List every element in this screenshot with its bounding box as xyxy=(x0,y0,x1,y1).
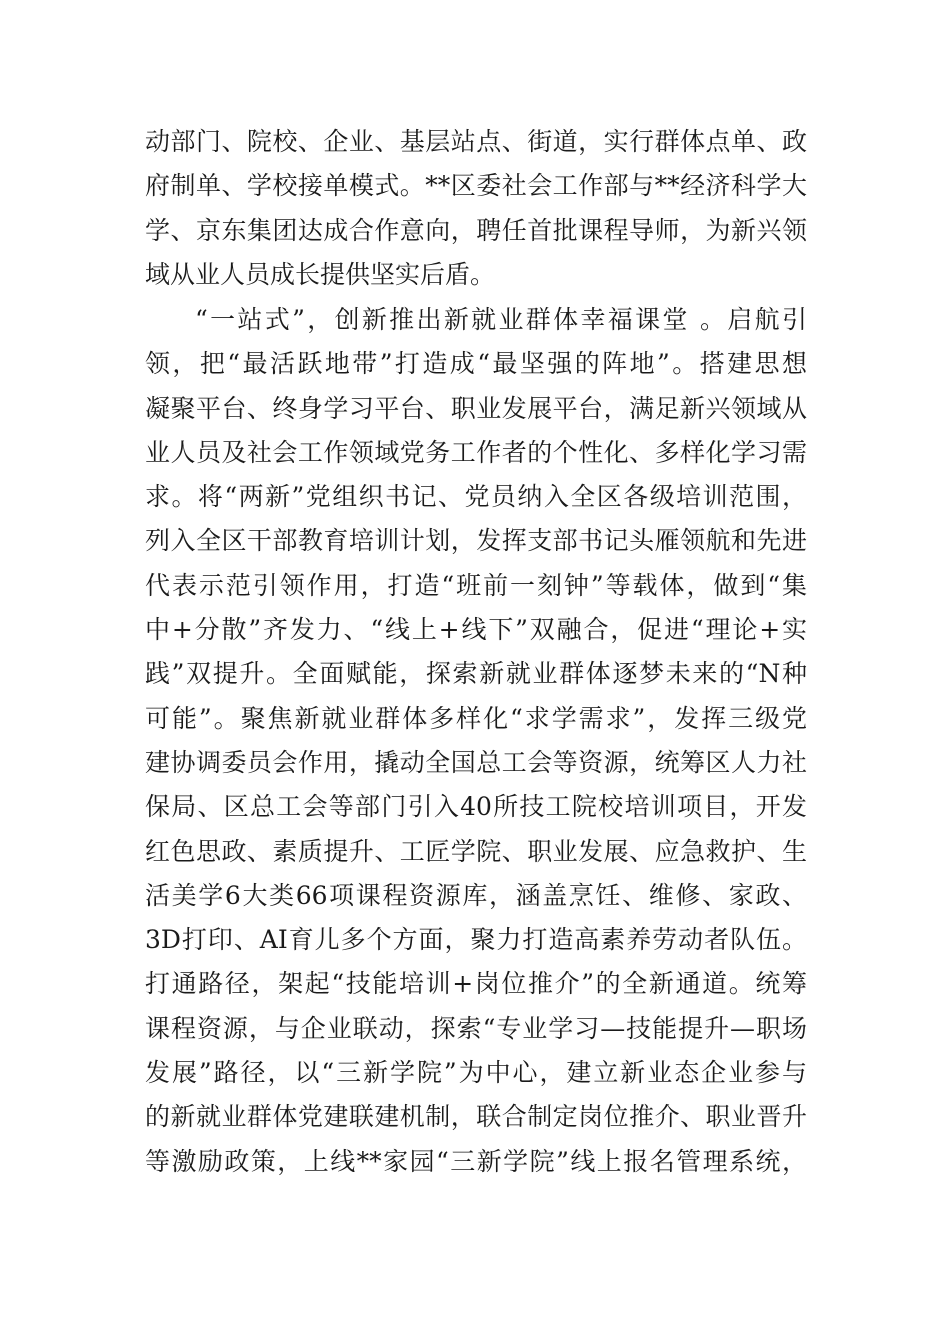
paragraph-line: 中+分散”齐发力、“线上+线下”双融合，促进“理论+实 xyxy=(145,615,807,645)
paragraph-line: 3D打印、AI育儿多个方面，聚力打造高素养劳动者队伍。 xyxy=(145,925,807,955)
paragraph-line: 的新就业群体党建联建机制，联合制定岗位推介、职业晋升 xyxy=(145,1102,807,1132)
paragraph-line: 践”双提升。全面赋能，探索新就业群体逐梦未来的“N种 xyxy=(145,659,807,689)
paragraph-line: 打通路径，架起“技能培训+岗位推介”的全新通道。统筹 xyxy=(145,969,807,999)
paragraph-2 xyxy=(145,298,807,1184)
paragraph-line: 凝聚平台、终身学习平台、职业发展平台，满足新兴领域从 xyxy=(145,393,807,423)
paragraph-line: 求。将“两新”党组织书记、党员纳入全区各级培训范围， xyxy=(145,482,807,512)
paragraph-line: 建协调委员会作用，撬动全国总工会等资源，统筹区人力社 xyxy=(145,747,807,777)
paragraph-line: 动部门、院校、企业、基层站点、街道，实行群体点单、政 xyxy=(145,127,807,156)
paragraph-line: 领，把“最活跃地带”打造成“最坚强的阵地”。搭建思想 xyxy=(145,349,807,379)
paragraph-line: 保局、区总工会等部门引入40所技工院校培训项目，开发 xyxy=(145,792,807,822)
paragraph-line: 业人员及社会工作领域党务工作者的个性化、多样化学习需 xyxy=(145,437,807,467)
paragraph-line: 等激励政策，上线**家园“三新学院”线上报名管理系统， xyxy=(145,1146,807,1176)
paragraph-line: 学、京东集团达成合作意向，聘任首批课程导师，为新兴领 xyxy=(145,215,807,245)
paragraph-line: 课程资源，与企业联动，探索“专业学习—技能提升—职场 xyxy=(145,1013,807,1043)
paragraph-line: 红色思政、素质提升、工匠学院、职业发展、应急救护、生 xyxy=(145,836,807,866)
paragraph-line: 府制单、学校接单模式。**区委社会工作部与**经济科学大 xyxy=(145,171,807,201)
paragraph-line: 域从业人员成长提供坚实后盾。 xyxy=(145,259,496,289)
paragraph-line: 发展”路径，以“三新学院”为中心，建立新业态企业参与 xyxy=(145,1058,807,1088)
paragraph-line: 列入全区干部教育培训计划，发挥支部书记头雁领航和先进 xyxy=(145,526,807,556)
paragraph-line-indented: “一站式”，创新推出新就业群体幸福课堂 。启航引 xyxy=(195,305,807,334)
paragraph-1 xyxy=(145,120,807,297)
paragraph-line: 代表示范引领作用，打造“班前一刻钟”等载体，做到“集 xyxy=(145,570,807,600)
paragraph-line: 活美学6大类66项课程资源库，涵盖烹饪、维修、家政、 xyxy=(145,880,807,910)
paragraph-line: 可能”。聚焦新就业群体多样化“求学需求”，发挥三级党 xyxy=(145,703,807,733)
